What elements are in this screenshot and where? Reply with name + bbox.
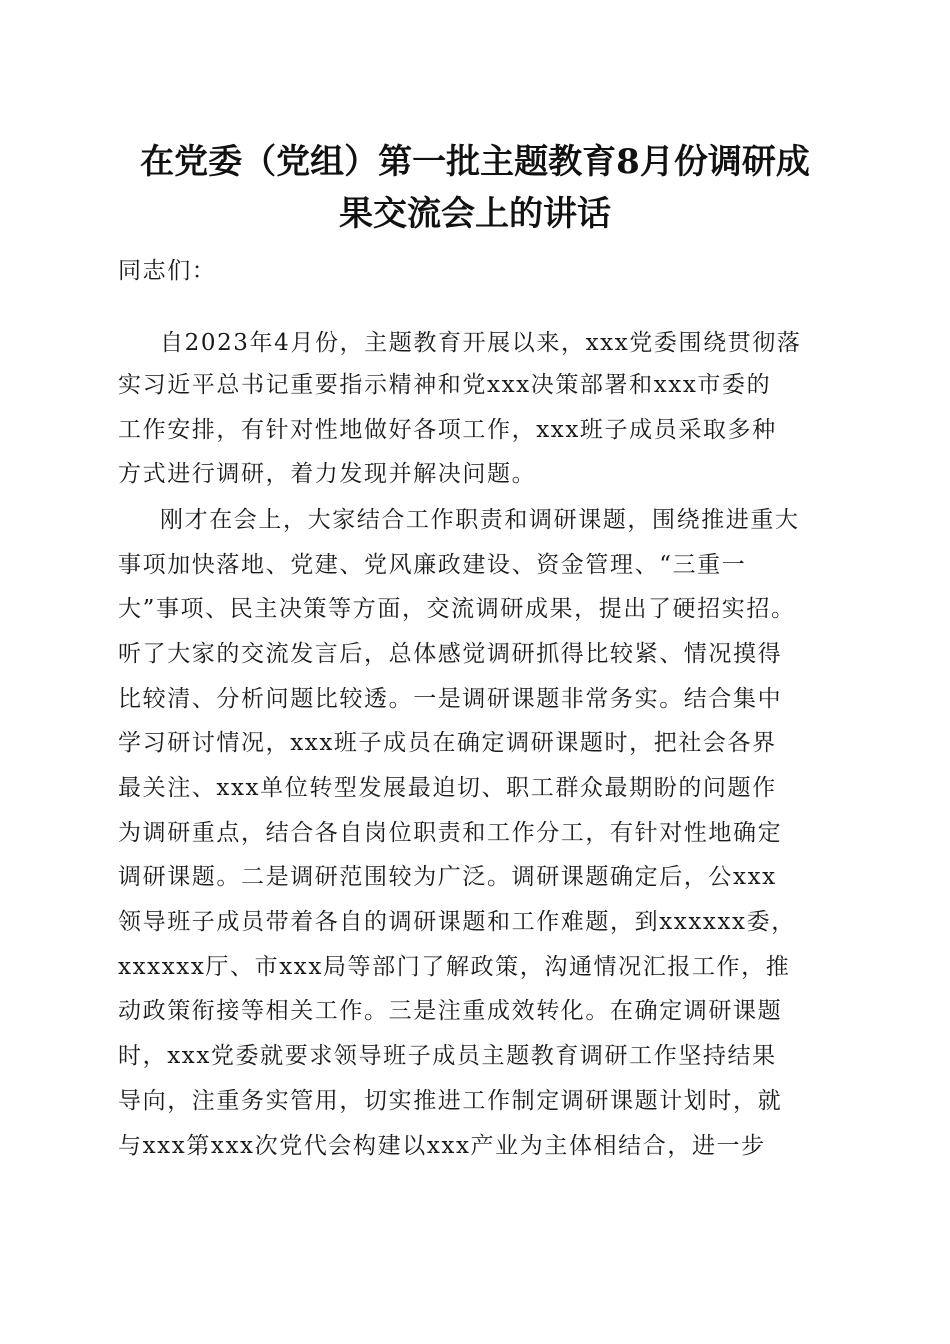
body-line: 领导班子成员带着各自的调研课题和工作难题，到xxxxxx委，: [118, 909, 796, 935]
body-line: 工作安排，有针对性地做好各项工作，xxx班子成员采取多种: [118, 417, 777, 443]
body-line: xxxxxx厅、市xxx局等部门了解政策，沟通情况汇报工作，推: [118, 954, 791, 980]
body-line: 时，xxx党委就要求领导班子成员主题教育调研工作坚持结果: [118, 1043, 777, 1069]
body-line: 最关注、xxx单位转型发展最迫切、职工群众最期盼的问题作: [118, 775, 777, 801]
salutation: 同志们：: [118, 258, 217, 284]
body-line: 大”事项、民主决策等方面，交流调研成果，提出了硬招实招。: [118, 596, 796, 622]
document-title-line-2: 果交流会上的讲话: [339, 194, 611, 234]
body-line: 事项加快落地、党建、党风廉政建设、资金管理、“三重一: [118, 552, 747, 578]
body-line: 为调研重点，结合各自岗位职责和工作分工，有针对性地确定: [118, 820, 783, 846]
body-line: 自2023年4月份，主题教育开展以来，xxx党委围绕贯彻落: [160, 330, 802, 356]
body-line: 学习研讨情况，xxx班子成员在确定调研课题时，把社会各界: [118, 730, 777, 756]
body-line: 比较清、分析问题比较透。一是调研课题非常务实。结合集中: [118, 686, 783, 712]
body-line: 与xxx第xxx次党代会构建以xxx产业为主体相结合，进一步: [118, 1133, 766, 1159]
document-title-line-1: 在党委（党组）第一批主题教育8月份调研成: [140, 142, 810, 182]
body-line: 实习近平总书记重要指示精神和党xxx决策部署和xxx市委的: [118, 372, 772, 398]
body-line: 刚才在会上，大家结合工作职责和调研课题，围绕推进重大: [160, 507, 800, 533]
body-line: 调研课题。二是调研范围较为广泛。调研课题确定后，公xxx: [118, 864, 777, 890]
body-line: 方式进行调研，着力发现并解决问题。: [118, 461, 537, 487]
body-line: 导向，注重务实管用，切实推进工作制定调研课题计划时，就: [118, 1088, 783, 1114]
body-line: 动政策衔接等相关工作。三是注重成效转化。在确定调研课题: [118, 998, 783, 1024]
body-line: 听了大家的交流发言后，总体感觉调研抓得比较紧、情况摸得: [118, 641, 783, 667]
